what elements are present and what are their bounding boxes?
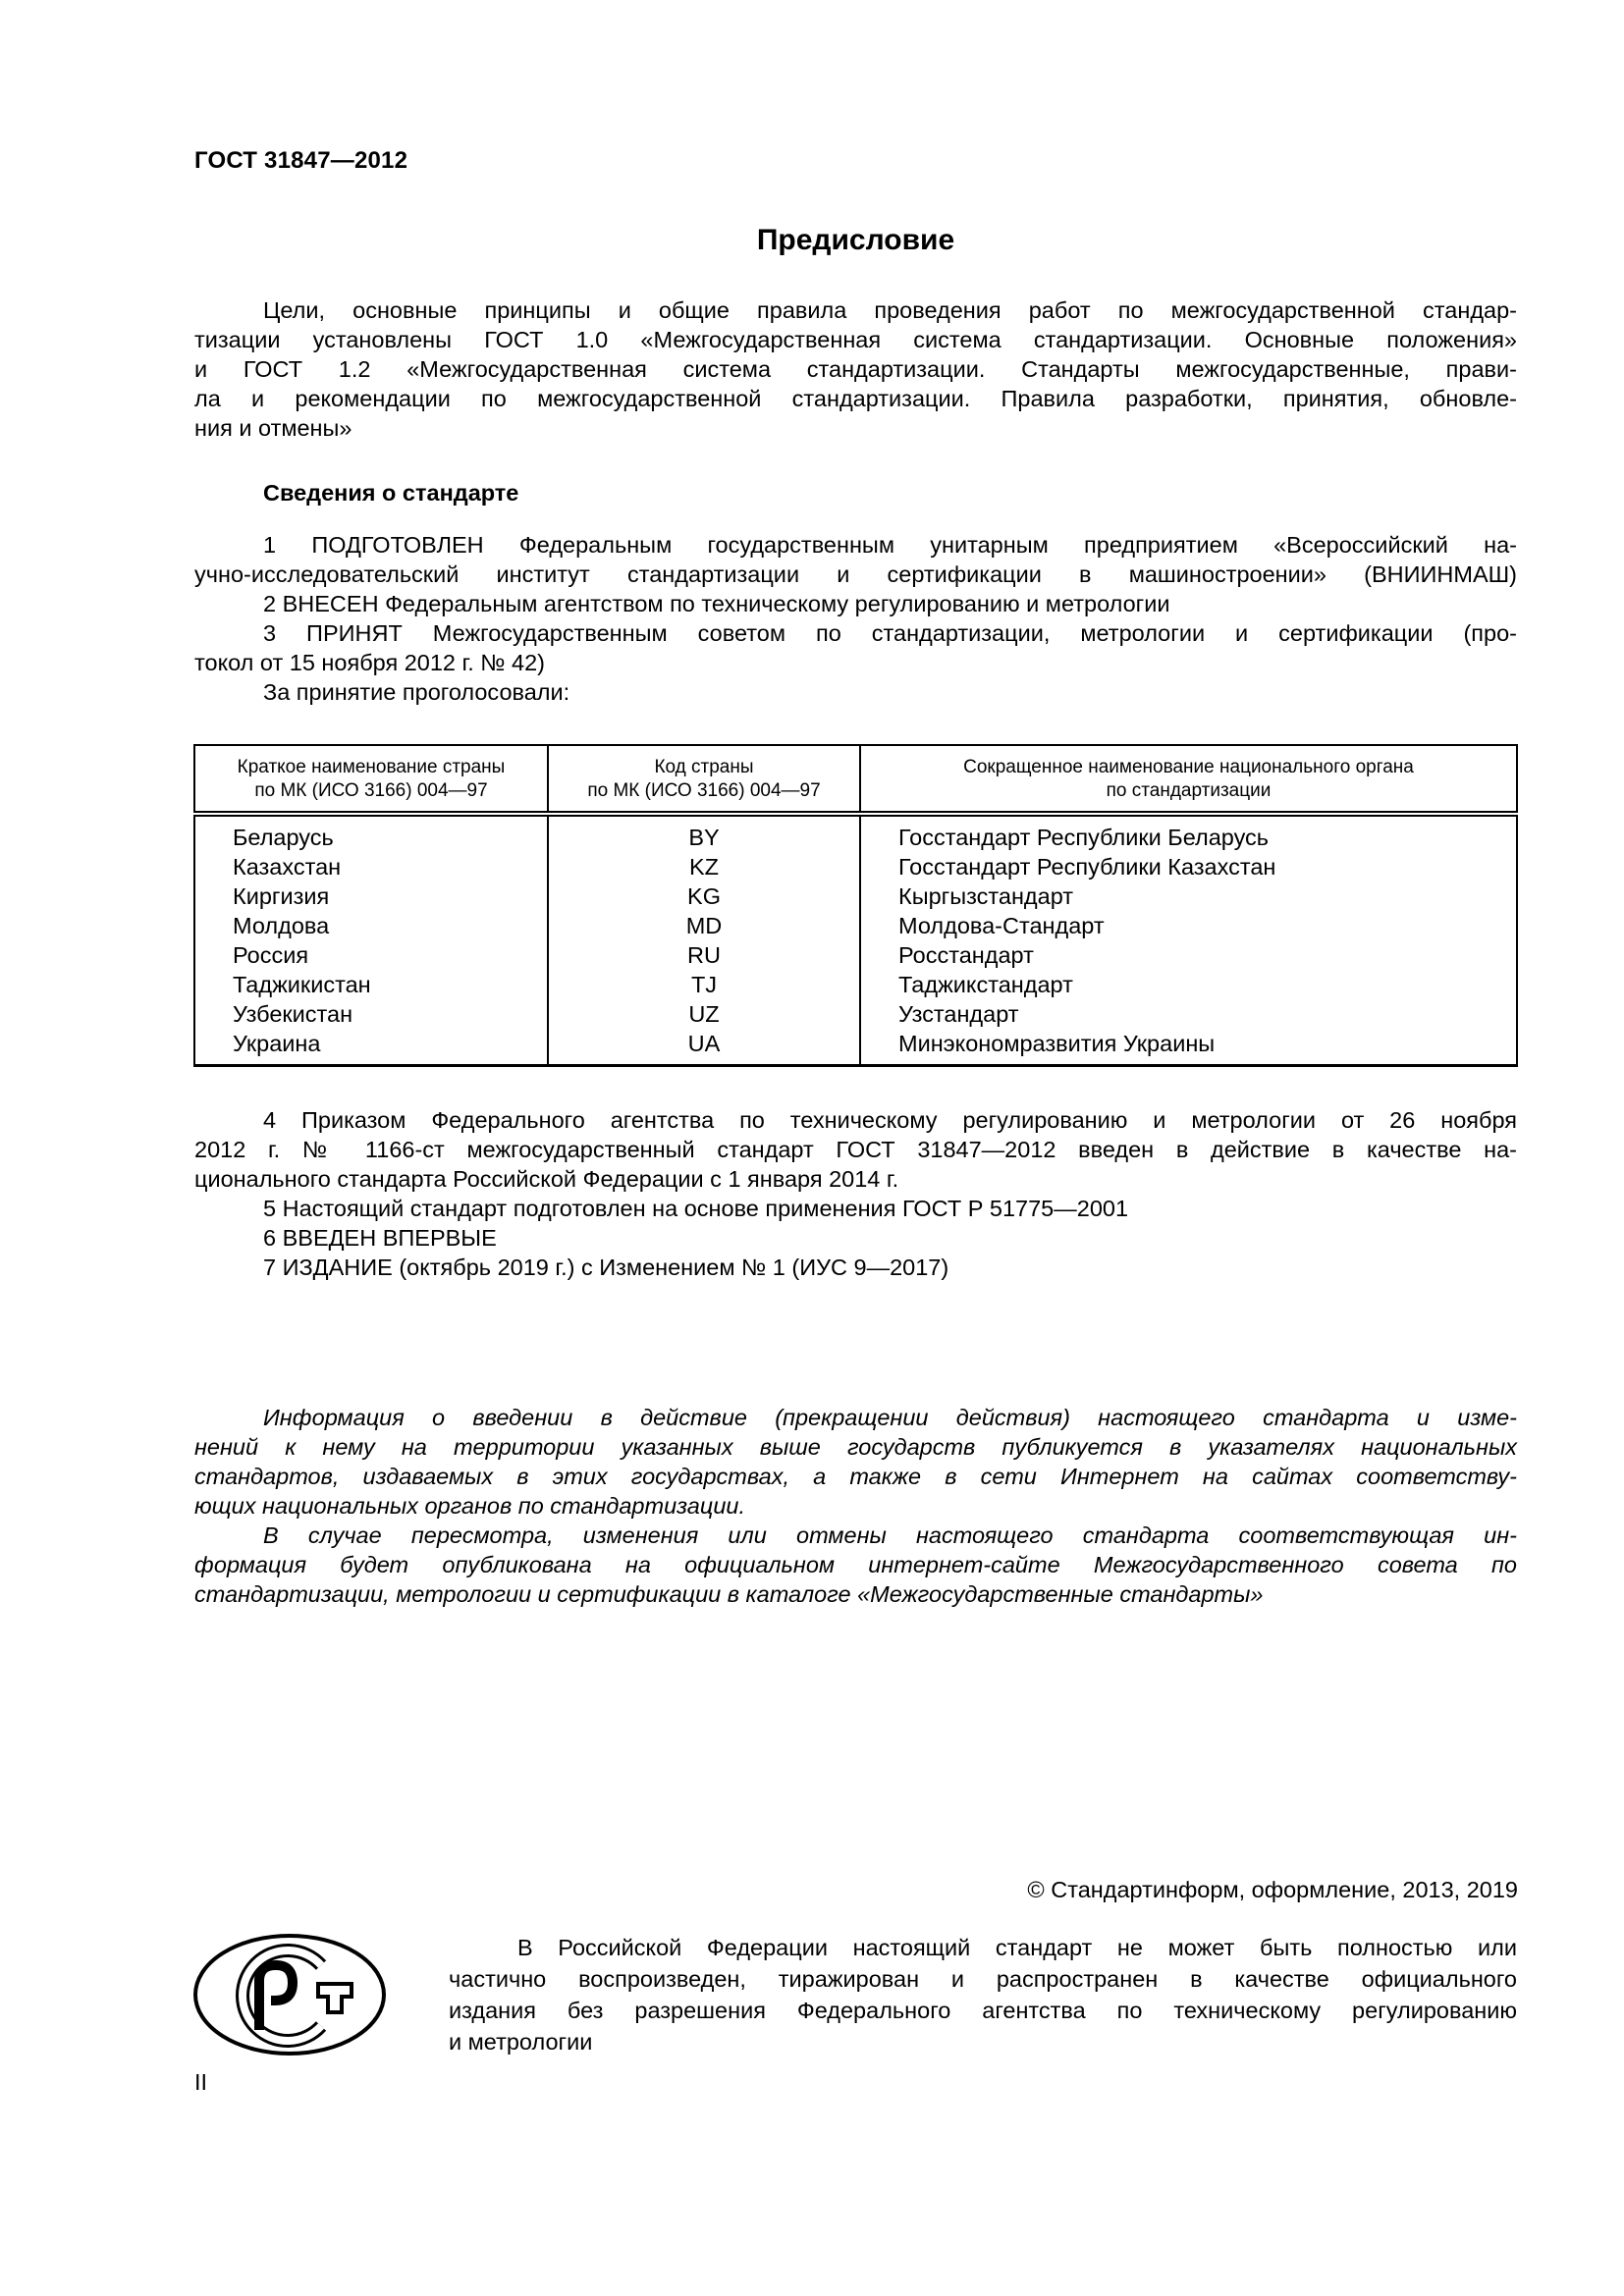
code-cell: UA	[548, 1029, 860, 1066]
page-title: Предисловие	[756, 224, 955, 256]
intro-paragraph	[194, 295, 1517, 443]
reproduction-line: и метрологии	[449, 2029, 593, 2055]
reproduction-line: частично воспроизведен, тиражирован и распространен в качестве официального	[449, 1966, 1517, 1992]
table-header-row	[194, 745, 1517, 814]
column-header-country: Краткое наименование страны по МК (ИСО 3166) 004—97	[194, 745, 548, 814]
info-item-6: 6 ВВЕДЕН ВПЕРВЫЕ	[263, 1225, 497, 1251]
page-number: II	[194, 2069, 208, 2095]
body-cell: Узстандарт	[860, 999, 1517, 1029]
country-cell: Узбекистан	[194, 999, 548, 1029]
country-cell: Таджикистан	[194, 970, 548, 999]
reproduction-line: В Российской Федерации настоящий стандарт не может быть полностью или	[517, 1935, 1517, 1960]
notice-line: стандартизации, метрологии и сертификации в каталоге «Межгосударственные стандарты»	[194, 1581, 1264, 1607]
table-row	[194, 852, 1517, 881]
table-row	[194, 999, 1517, 1029]
column-header-body: Сокращенное наименование национального органа по стандартизации	[860, 745, 1517, 814]
intro-line: тизации установлены ГОСТ 1.0 «Межгосударственная система стандартизации. Основные положения»	[194, 327, 1517, 352]
intro-line: и ГОСТ 1.2 «Межгосударственная система стандартизации. Стандарты межгосударственные, прави-	[194, 356, 1517, 382]
body-cell: Госстандарт Республики Беларусь	[860, 814, 1517, 852]
table-row	[194, 911, 1517, 940]
copyright-notice: © Стандартинформ, оформление, 2013, 2019	[1027, 1877, 1518, 1902]
standard-info-items	[194, 530, 1517, 707]
info-item-5: 5 Настоящий стандарт подготовлен на основе применения ГОСТ Р 51775—2001	[263, 1196, 1129, 1221]
notice-line: ющих национальных органов по стандартизации.	[194, 1493, 745, 1519]
info-item-4-cont: ционального стандарта Российской Федерации с 1 января 2014 г.	[194, 1166, 899, 1192]
voters-caption: За принятие проголосовали:	[263, 679, 570, 705]
document-code-header: ГОСТ 31847—2012	[194, 147, 408, 174]
body-cell: Росстандарт	[860, 940, 1517, 970]
code-cell: UZ	[548, 999, 860, 1029]
country-cell: Украина	[194, 1029, 548, 1066]
body-cell: Госстандарт Республики Казахстан	[860, 852, 1517, 881]
table-row	[194, 970, 1517, 999]
info-item-4: 4 Приказом Федерального агентства по техническому регулированию и метрологии от 26 ноября	[263, 1107, 1517, 1133]
reproduction-line: издания без разрешения Федерального агентства по техническому регулированию	[449, 1998, 1517, 2023]
info-item-1-cont: учно-исследовательский институт стандартизации и сертификации в машиностроении» (ВНИИНМАШ)	[194, 561, 1517, 587]
voting-countries-table	[193, 744, 1518, 1067]
code-cell: TJ	[548, 970, 860, 999]
notice-line: стандартов, издаваемых в этих государствах, а также в сети Интернет на сайтах соответству-	[194, 1464, 1517, 1489]
body-cell: Кыргызстандарт	[860, 881, 1517, 911]
info-item-3: 3 ПРИНЯТ Межгосударственным советом по стандартизации, метрологии и сертификации (про-	[263, 620, 1517, 646]
code-cell: KG	[548, 881, 860, 911]
table-row	[194, 881, 1517, 911]
body-cell: Молдова-Стандарт	[860, 911, 1517, 940]
info-item-3-cont: токол от 15 ноября 2012 г. № 42)	[194, 650, 545, 675]
intro-line: Цели, основные принципы и общие правила проведения работ по межгосударственной стандар-	[263, 297, 1517, 323]
country-cell: Молдова	[194, 911, 548, 940]
intro-line: ла и рекомендации по межгосударственной стандартизации. Правила разработки, принятия, обновле-	[194, 386, 1517, 411]
intro-line: ния и отмены»	[194, 415, 352, 441]
info-item-1: 1 ПОДГОТОВЛЕН Федеральным государственным унитарным предприятием «Всероссийский на-	[263, 532, 1517, 558]
notice-line: В случае пересмотра, изменения или отмены настоящего стандарта соответствующая ин-	[263, 1522, 1517, 1548]
country-cell: Беларусь	[194, 814, 548, 852]
table-row	[194, 814, 1517, 852]
code-cell: KZ	[548, 852, 860, 881]
section-heading: Сведения о стандарте	[263, 480, 519, 506]
notice-line: Информация о введении в действие (прекращении действия) настоящего стандарта и изме-	[263, 1405, 1517, 1430]
rst-gost-logo-icon	[192, 1932, 389, 2057]
code-cell: BY	[548, 814, 860, 852]
publication-notice	[194, 1403, 1517, 1609]
notice-line: нений к нему на территории указанных выше государств публикуется в указателях национальных	[194, 1434, 1517, 1460]
info-item-2: 2 ВНЕСЕН Федеральным агентством по техническому регулированию и метрологии	[263, 591, 1170, 616]
country-cell: Россия	[194, 940, 548, 970]
country-cell: Казахстан	[194, 852, 548, 881]
body-cell: Таджикстандарт	[860, 970, 1517, 999]
code-cell: MD	[548, 911, 860, 940]
column-header-code: Код страны по МК (ИСО 3166) 004—97	[548, 745, 860, 814]
body-cell: Минэкономразвития Украины	[860, 1029, 1517, 1066]
code-cell: RU	[548, 940, 860, 970]
standard-info-items-after	[194, 1105, 1517, 1282]
country-cell: Киргизия	[194, 881, 548, 911]
reproduction-notice	[449, 1932, 1517, 2057]
table-row	[194, 1029, 1517, 1066]
info-item-7: 7 ИЗДАНИЕ (октябрь 2019 г.) с Изменением № 1 (ИУС 9—2017)	[263, 1255, 949, 1280]
info-item-4-cont: 2012 г. № 1166-ст межгосударственный стандарт ГОСТ 31847—2012 введен в действие в качестве на-	[194, 1137, 1517, 1162]
notice-line: формация будет опубликована на официальном интернет-сайте Межгосударственного совета по	[194, 1552, 1517, 1577]
table-row	[194, 940, 1517, 970]
